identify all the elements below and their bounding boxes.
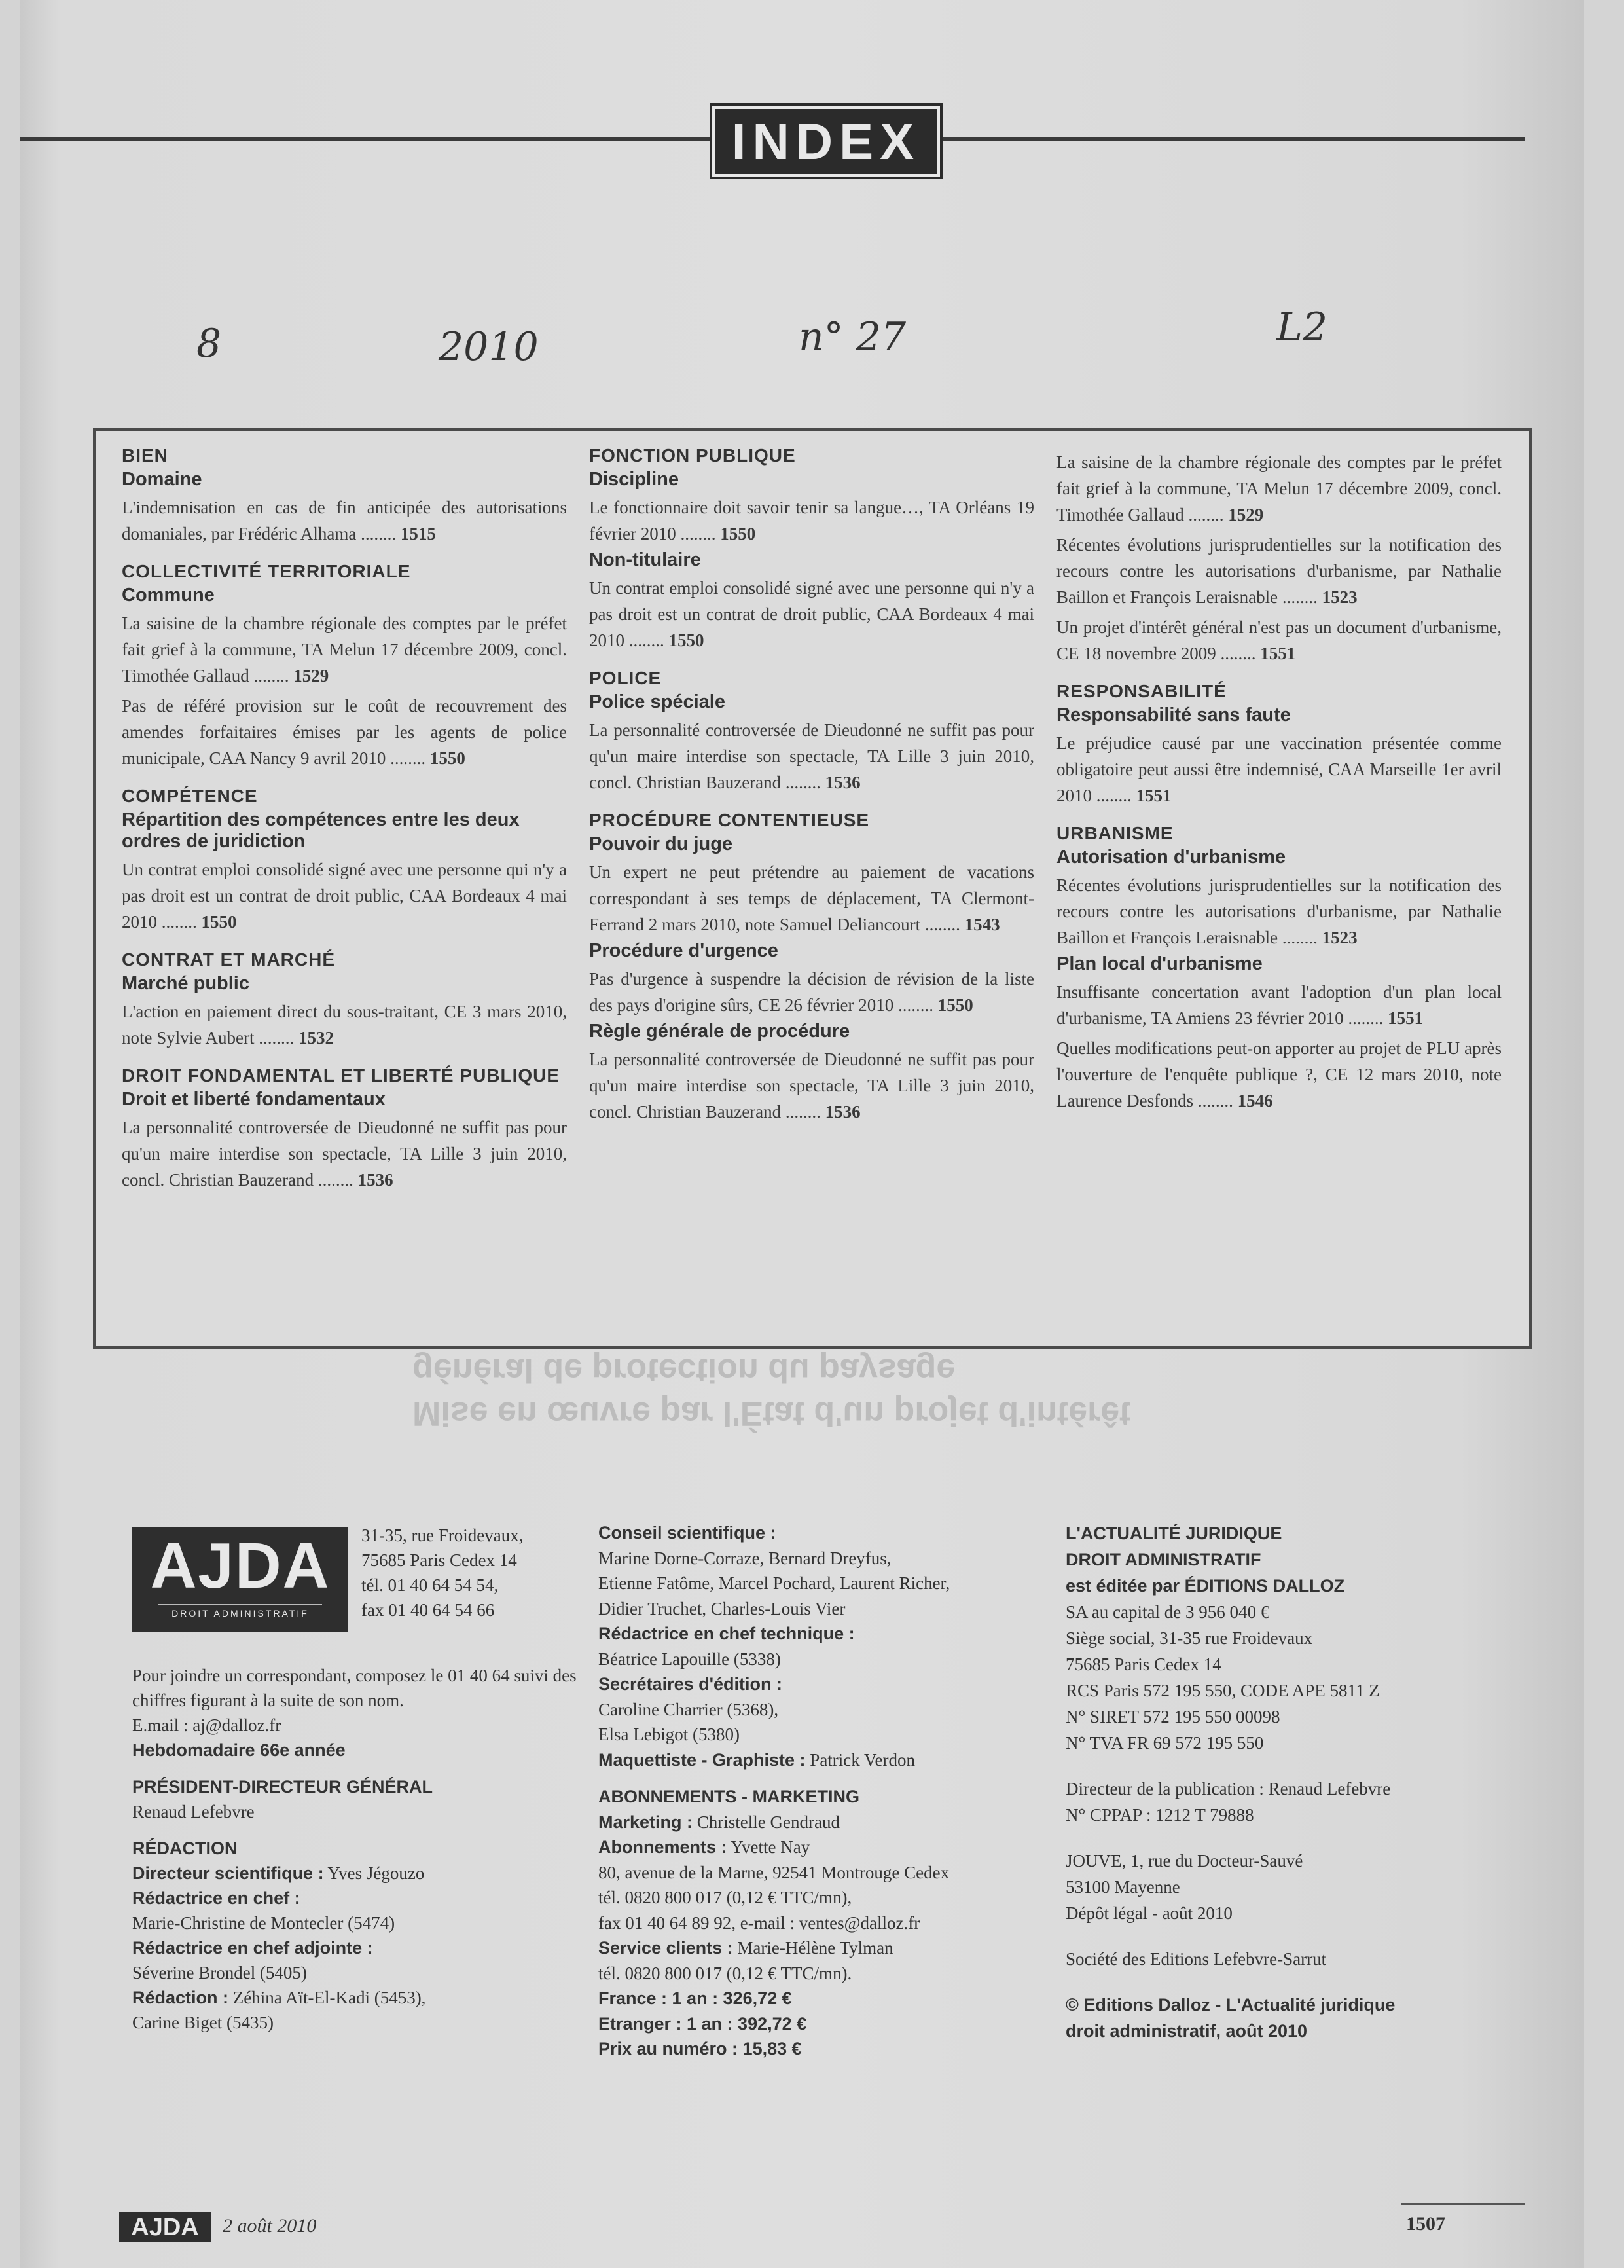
index-entry-text: Un contrat emploi consolidé signé avec une personne qui n'y a pas droit est un contrat de droit public, CAA Bordeaux 4 mai 2010: [589, 578, 1034, 650]
leader-dots: ........: [1343, 1008, 1388, 1028]
index-section-heading: COLLECTIVITÉ TERRITORIALE: [122, 561, 411, 581]
index-entry: [122, 610, 567, 689]
index-subsection-heading: Autorisation d'urbanisme: [1056, 847, 1286, 868]
bleed-through-headline: Mise en œuvre par l'État d'un projet d'intérêt général de protection du paysage: [412, 1351, 1131, 1433]
index-subsection-heading: Domaine: [122, 469, 202, 490]
index-section-heading: PROCÉDURE CONTENTIEUSE: [589, 810, 870, 830]
index-entry: [1056, 872, 1502, 951]
index-entry-text: La personnalité controversée de Dieudonné ne suffit pas pour qu'un maire interdise son spectacle, TA Lille 3 juin 2010, concl. Christian Bauzerand: [589, 720, 1034, 792]
index-entry: [589, 494, 1034, 547]
address-block: 31-35, rue Froidevaux, 75685 Paris Cedex 14 tél. 01 40 64 54 54, fax 01 40 64 54 66: [361, 1526, 524, 1620]
index-subsection-heading: Répartition des compétences entre les deux ordres de juridiction: [122, 809, 520, 852]
leader-dots: ........: [781, 773, 825, 792]
handwritten-note: L2: [1276, 304, 1328, 350]
leader-dots: ........: [157, 912, 202, 932]
index-section-heading: CONTRAT ET MARCHÉ: [122, 949, 336, 970]
handwritten-note: 8: [196, 321, 222, 367]
editorial-board: Conseil scientifique : Marine Dorne-Corraze, Bernard Dreyfus, Etienne Fatôme, Marcel Pochard, Laurent Richer, Didier Truchet, Charles-Louis Vier Rédactrice en chef technique : Béatrice Lapouille (5338) Secrétaires d'édition : Caroline Charrier (5368), Elsa Lebigot (5380) Maquettiste - Graphiste : Patrick Verdon ABONNEMENTS - MARKETING Marketing : Christelle Gendraud Abonnements : Yvette Nay 80, avenue de la Marne, 92541 Montrouge Cedex tél. 0820 800 017 (0,12 € TTC/mn), fax 01 40 64 89 92, e-mail : ventes@dalloz.fr Service clients : Marie-Hélène Tylman tél. 0820 800 017 (0,12 € TTC/mn). France : 1 an : 326,72 € Etranger : 1 an : 392,72 € Prix au numéro : 15,83 €: [598, 1523, 950, 2058]
index-subsection-heading: Non-titulaire: [589, 549, 701, 570]
index-column: [1056, 445, 1502, 1114]
index-column: [122, 445, 567, 1193]
index-entry-text: Insuffisante concertation avant l'adoption d'un plan local d'urbanisme, TA Amiens 23 février 2010: [1056, 982, 1502, 1028]
index-entry-text: Un expert ne peut prétendre au paiement de vacations correspondant à ses temps de déplacement, TA Clermont-Ferrand 2 mars 2010, note Samuel Deliancourt: [589, 862, 1034, 934]
footer-rule: [1401, 2203, 1525, 2205]
leader-dots: ........: [356, 524, 401, 543]
index-entry-text: Un projet d'intérêt général n'est pas un document d'urbanisme, CE 18 novembre 2009: [1056, 617, 1502, 663]
index-section-heading: DROIT FONDAMENTAL ET LIBERTÉ PUBLIQUE: [122, 1065, 560, 1086]
leader-dots: ........: [386, 748, 430, 768]
index-frame: [93, 428, 1532, 1349]
leader-dots: ........: [676, 524, 721, 543]
index-entry-text: L'action en paiement direct du sous-traitant, CE 3 mars 2010, note Sylvie Aubert: [122, 1002, 567, 1048]
index-entry: [1056, 979, 1502, 1031]
publisher-block: L'ACTUALITÉ JURIDIQUE DROIT ADMINISTRATIF est éditée par ÉDITIONS DALLOZ SA au capital de 3 956 040 € Siège social, 31-35 rue Froidevaux 75685 Paris Cedex 14 RCS Paris 572 195 550, CODE APE 5811 Z N° SIRET 572 195 550 00098 N° TVA FR 69 572 195 550 Directeur de la publication : Renaud Lefebvre N° CPPAP : 1212 T 79888 JOUVE, 1, rue du Docteur-Sauvé 53100 Mayenne Dépôt légal - août 2010 Société des Editions Lefebvre-Sarrut © Editions Dalloz - L'Actualité juridique droit administratif, août 2010: [1066, 1524, 1396, 2041]
index-entry-text: La personnalité controversée de Dieudonné ne suffit pas pour qu'un maire interdise son spectacle, TA Lille 3 juin 2010, concl. Christian Bauzerand: [589, 1050, 1034, 1122]
leader-dots: ........: [893, 995, 938, 1015]
index-entry-page: 1532: [298, 1028, 334, 1048]
index-entry: [122, 693, 567, 771]
leader-dots: ........: [1216, 644, 1261, 663]
index-entry: [589, 859, 1034, 938]
index-entry: [122, 856, 567, 935]
index-subsection-heading: Marché public: [122, 973, 249, 994]
handwritten-note: n° 27: [799, 314, 907, 360]
leader-dots: ........: [624, 631, 669, 650]
index-entry-page: 1551: [1388, 1008, 1424, 1028]
index-section-heading: POLICE: [589, 668, 662, 688]
index-entry: [589, 1046, 1034, 1125]
page-number: 1507: [1406, 2213, 1445, 2235]
index-entry-page: 1523: [1322, 928, 1358, 947]
index-entry-page: 1550: [720, 524, 756, 543]
leader-dots: ........: [920, 915, 965, 934]
index-entry: [1056, 614, 1502, 667]
index-entry-page: 1546: [1237, 1091, 1273, 1110]
leader-dots: ........: [249, 666, 294, 686]
leader-dots: ........: [1193, 1091, 1238, 1110]
index-entry-page: 1529: [1228, 505, 1264, 524]
index-entry-text: Un contrat emploi consolidé signé avec une personne qui n'y a pas droit est un contrat de droit public, CAA Bordeaux 4 mai 2010: [122, 860, 567, 932]
index-entry-page: 1515: [400, 524, 436, 543]
index-entry-page: 1536: [825, 1102, 861, 1122]
index-entry-page: 1550: [937, 995, 973, 1015]
index-entry-page: 1551: [1260, 644, 1296, 663]
index-entry: [122, 998, 567, 1051]
index-section-heading: RESPONSABILITÉ: [1056, 681, 1227, 701]
index-subsection-heading: Règle générale de procédure: [589, 1021, 850, 1042]
contact-block: Pour joindre un correspondant, composez le 01 40 64 suivi des chiffres figurant à la suite de son nom. E.mail : aj@dalloz.fr Hebdomadaire 66e année PRÉSIDENT-DIRECTEUR GÉNÉRAL Renaud Lefebvre RÉDACTION Directeur scientifique : Yves Jégouzo Rédactrice en chef : Marie-Christine de Montecler (5474) Rédactrice en chef adjointe : Séverine Brondel (5405) Rédaction : Zéhina Aït-El-Kadi (5453), Carine Biget (5435): [132, 1666, 577, 2032]
handwritten-note: 2010: [439, 324, 539, 370]
index-subsection-heading: Droit et liberté fondamentaux: [122, 1089, 386, 1110]
index-entry-page: 1536: [825, 773, 861, 792]
index-entry-text: Récentes évolutions jurisprudentielles sur la notification des recours contre les autorisations d'urbanisme, par Nathalie Baillon et François Leraisnable: [1056, 535, 1502, 607]
index-entry-page: 1536: [357, 1170, 393, 1190]
index-entry-text: Le fonctionnaire doit savoir tenir sa langue…, TA Orléans 19 février 2010: [589, 498, 1034, 543]
index-entry-text: Quelles modifications peut-on apporter au projet de PLU après l'ouverture de l'enquête publique ?, CE 12 mars 2010, note Laurence Desfonds: [1056, 1038, 1502, 1110]
index-entry: [589, 575, 1034, 653]
index-entry: [122, 1114, 567, 1193]
leader-dots: ........: [254, 1028, 298, 1048]
index-entry-page: 1550: [201, 912, 237, 932]
index-entry-page: 1529: [293, 666, 329, 686]
index-section-heading: COMPÉTENCE: [122, 786, 258, 806]
index-entry: [589, 717, 1034, 796]
leader-dots: ........: [1278, 928, 1322, 947]
page: [20, 0, 1584, 2268]
ajda-logo: AJDA DROIT ADMINISTRATIF: [132, 1527, 348, 1632]
index-subsection-heading: Police spéciale: [589, 691, 725, 712]
index-entry-text: La saisine de la chambre régionale des comptes par le préfet fait grief à la commune, TA Melun 17 décembre 2009, concl. Timothée Gallaud: [1056, 452, 1502, 524]
index-entry-text: La saisine de la chambre régionale des comptes par le préfet fait grief à la commune, TA Melun 17 décembre 2009, concl. Timothée Gallaud: [122, 613, 567, 686]
index-entry-text: L'indemnisation en cas de fin anticipée des autorisations domaniales, par Frédéric Alhama: [122, 498, 567, 543]
leader-dots: ........: [1092, 786, 1136, 805]
index-entry: [122, 494, 567, 547]
footer-logo: AJDA: [119, 2212, 211, 2242]
index-entry: [1056, 449, 1502, 528]
index-entry-text: Pas de référé provision sur le coût de recouvrement des amendes forfaitaires émises par les agents de police municipale, CAA Nancy 9 avril 2010: [122, 696, 567, 768]
index-column: [589, 445, 1034, 1125]
index-entry: [589, 966, 1034, 1018]
footer-date: 2 août 2010: [223, 2215, 317, 2237]
index-section-heading: BIEN: [122, 445, 168, 466]
index-entry: [1056, 730, 1502, 809]
index-section-heading: URBANISME: [1056, 823, 1174, 843]
index-subsection-heading: Procédure d'urgence: [589, 940, 778, 961]
index-entry-text: Récentes évolutions jurisprudentielles sur la notification des recours contre les autorisations d'urbanisme, par Nathalie Baillon et François Leraisnable: [1056, 875, 1502, 947]
index-subsection-heading: Plan local d'urbanisme: [1056, 953, 1263, 974]
index-entry-text: Le préjudice causé par une vaccination présentée comme obligatoire peut aussi être indemnisé, CAA Marseille 1er avril 2010: [1056, 733, 1502, 805]
index-entry: [1056, 1035, 1502, 1114]
index-entry-page: 1551: [1136, 786, 1172, 805]
index-subsection-heading: Commune: [122, 585, 215, 606]
index-subsection-heading: Responsabilité sans faute: [1056, 704, 1291, 725]
index-entry-page: 1550: [429, 748, 465, 768]
index-title: INDEX: [712, 106, 940, 177]
index-subsection-heading: Discipline: [589, 469, 679, 490]
index-entry-text: Pas d'urgence à suspendre la décision de révision de la liste des pays d'origine sûrs, CE 26 février 2010: [589, 969, 1034, 1015]
index-section-heading: FONCTION PUBLIQUE: [589, 445, 796, 466]
leader-dots: ........: [314, 1170, 358, 1190]
index-entry-page: 1543: [964, 915, 1000, 934]
index-subsection-heading: Pouvoir du juge: [589, 833, 733, 854]
index-entry-page: 1550: [668, 631, 704, 650]
leader-dots: ........: [781, 1102, 825, 1122]
leader-dots: ........: [1278, 587, 1322, 607]
index-entry: [1056, 532, 1502, 610]
index-entry-page: 1523: [1322, 587, 1358, 607]
index-entry-text: La personnalité controversée de Dieudonné ne suffit pas pour qu'un maire interdise son spectacle, TA Lille 3 juin 2010, concl. Christian Bauzerand: [122, 1118, 567, 1190]
leader-dots: ........: [1183, 505, 1229, 524]
